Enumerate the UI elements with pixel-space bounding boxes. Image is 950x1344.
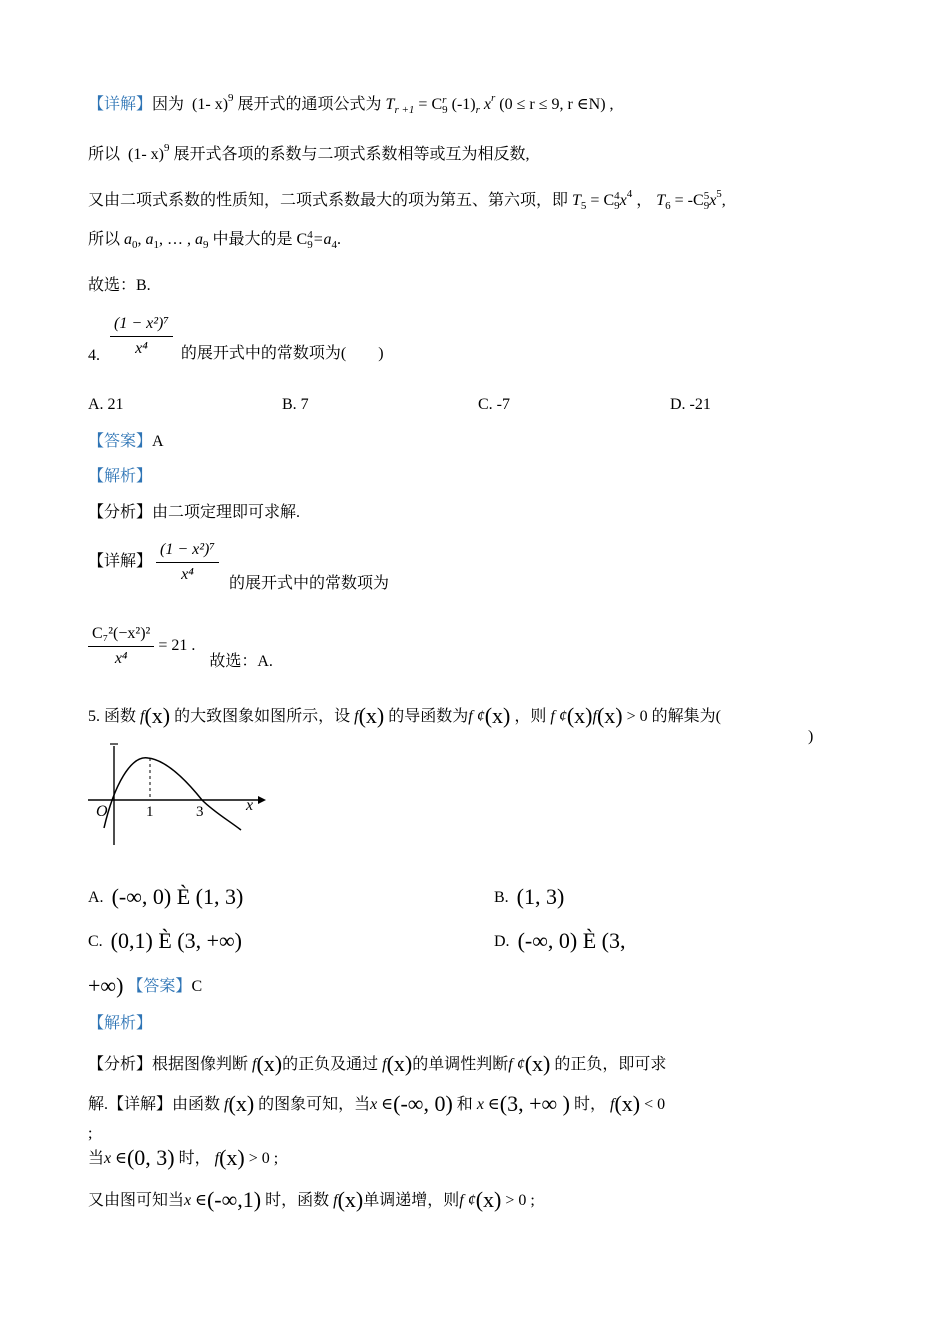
q5-answer: +∞) 【答案】C	[88, 973, 203, 998]
q4-option-d[interactable]: D. -21	[670, 396, 711, 413]
q5-detail-line3: 又由图可知当x ∈(-∞,1) 时，函数 f(x)单调递增，则f ¢(x) > 0 ;	[88, 1187, 535, 1212]
q4-analysis-tag: 【解析】	[88, 468, 153, 485]
q5-option-d[interactable]: D. (-∞, 0) È (3,	[494, 928, 626, 953]
q4-stem: 4. $\frac{\text{(1 − x²)⁷}}{\text{x⁴}}$ 的展开式中的常数项为( )	[88, 315, 384, 365]
question-number: 4.	[88, 347, 100, 365]
q5-detail-line2: 当x ∈(0, 3) 时， f(x) > 0 ;	[88, 1145, 279, 1170]
q5-analysis-tag: 【解析】	[88, 1015, 153, 1032]
q4-calc-fraction: $\frac{\text{C₇²(−x²)²}}{\text{x⁴}}$	[88, 624, 154, 669]
q4-option-a[interactable]: A. 21	[88, 396, 124, 413]
q3-select: 故选：B.	[88, 277, 151, 294]
q4-answer: 【答案】A	[88, 433, 164, 450]
q5-stem: 5. 函数 f(x) 的大致图象如图所示，设 f(x) 的导函数为f ¢(x) ，则 f ¢(x)f(x) > 0 的解集为(	[88, 703, 721, 728]
q5-option-a[interactable]: A. (-∞, 0) È (1, 3)	[88, 884, 244, 909]
tick-label-3: 3	[196, 804, 204, 820]
q4-calc: $\frac{\text{C₇²(−x²)²}}{\text{x⁴}}$ = 21 . 故选：A.	[88, 624, 273, 672]
q5-detail: 解.【详解】由函数 f(x) 的图象可知，当x ∈(-∞, 0) 和 x ∈(3, +∞ ) 时， f(x) < 0	[88, 1091, 666, 1116]
question-number: 5.	[88, 708, 100, 725]
q5-option-c[interactable]: C. (0,1) È (3, +∞)	[88, 928, 243, 953]
q4-detail: 【详解】 $\frac{\text{(1 − x²)⁷}}{\text{x⁴}}$ 的展开式中的常数项为	[88, 541, 389, 593]
q5-close-paren: )	[808, 728, 814, 745]
q4-option-c[interactable]: C. -7	[478, 396, 510, 413]
q3-detail-line1: 【详解】因为 (1- x)$^9$ 展开式的通项公式为 $T_{r +1} = C$ r 9 $(-1)_r$ $x^r$ (0 ≤ r ≤ 9, r ∈N) ,	[88, 92, 614, 117]
function-graph	[86, 740, 268, 850]
detail-tag: 【详解】	[88, 96, 153, 113]
q5-semicolon: ;	[88, 1125, 93, 1142]
q4-detail-fraction: $\frac{\text{(1 − x²)⁷}}{\text{x⁴}}$	[156, 540, 219, 585]
q5-option-b[interactable]: B. (1, 3)	[494, 884, 565, 909]
curve	[104, 758, 241, 830]
q3-detail-line3: 又由二项式系数的性质知，二项式系数最大的项为第五、第六项，即 $T_5 = C$ 4 9 $x^4$ ， $T_6 = -C$ 5 9 $x^5$,	[88, 188, 726, 213]
q5-fenxi: 【分析】根据图像判断 f(x)的正负及通过 f(x)的单调性判断f ¢(x) 的正负，即可求	[88, 1051, 667, 1076]
tick-label-1: 1	[146, 804, 154, 820]
origin-label: O	[96, 803, 108, 820]
q4-option-b[interactable]: B. 7	[282, 396, 309, 413]
q4-fenxi: 【分析】由二项定理即可求解.	[88, 504, 301, 521]
x-axis-arrow-icon	[258, 796, 266, 804]
x-axis-label: x	[246, 797, 254, 814]
q4-fraction: $\frac{\text{(1 − x²)⁷}}{\text{x⁴}}$	[110, 314, 173, 359]
q3-detail-line2: 所以 (1- x)$^9$ 展开式各项的系数与二项式系数相等或互为相反数,	[88, 142, 530, 163]
q3-detail-line4: 所以 $a_0$, $a_1$, … , $a_9$ 中最大的是 C 4 9 $=a_4$.	[88, 229, 341, 252]
